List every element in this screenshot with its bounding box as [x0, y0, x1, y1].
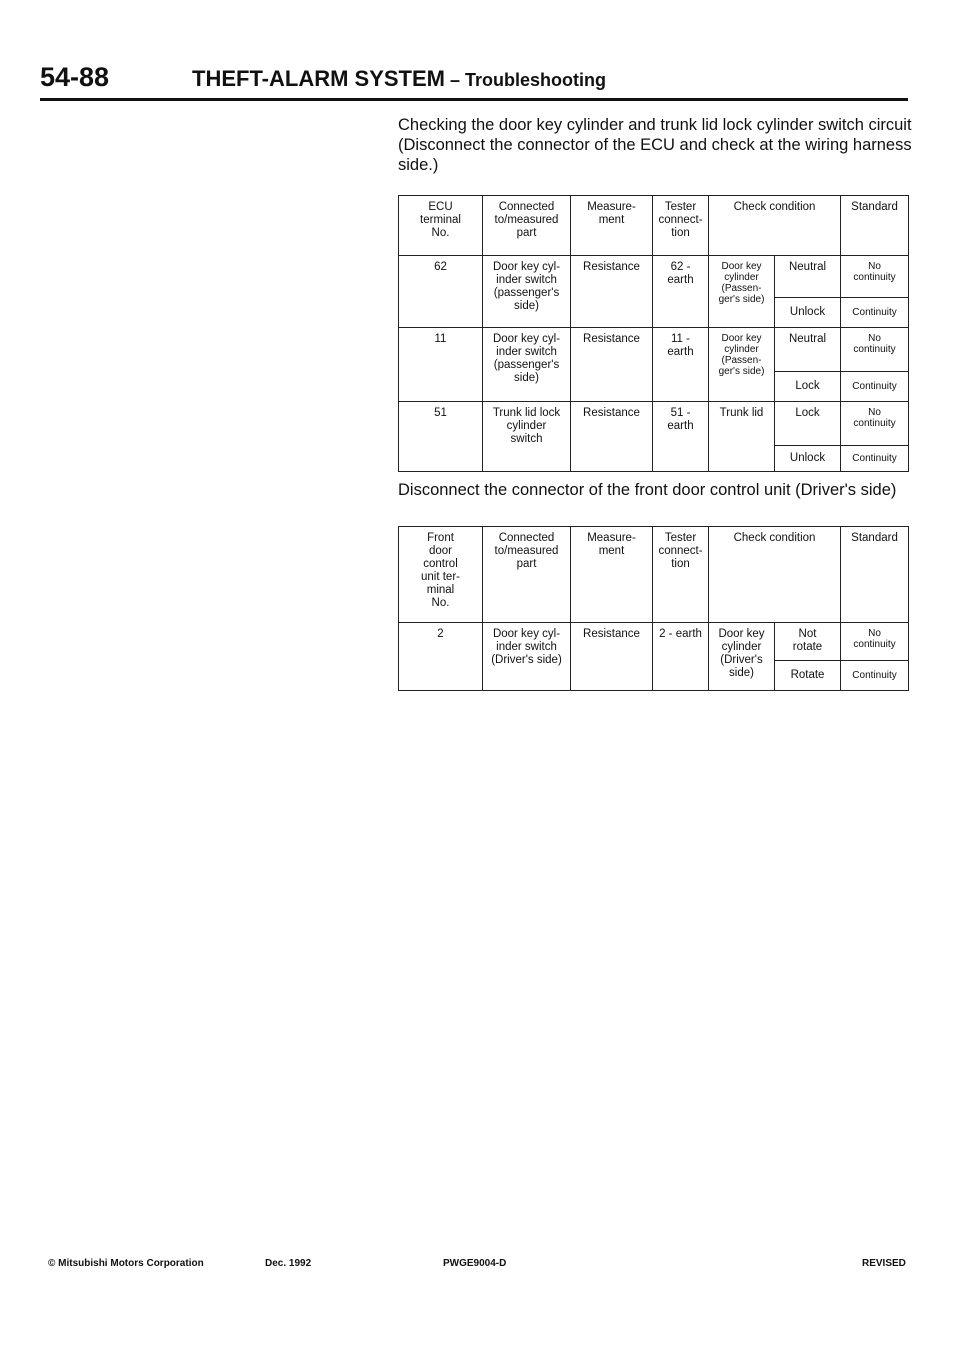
- tester-cell: 62 - earth: [653, 256, 709, 328]
- tester-cell: 11 - earth: [653, 328, 709, 402]
- standard-cell: Continuity: [841, 661, 909, 691]
- part-cell: Door key cyl- inder switch (Driver's side): [483, 623, 571, 691]
- footer-revised-status: REVISED: [862, 1258, 906, 1269]
- header-standard: Standard: [841, 196, 909, 256]
- section1-heading-line1: Checking the door key cylinder and trunk lid lock cylinder switch circuit: [398, 116, 912, 134]
- section1-heading-line2: (Disconnect the connector of the ECU and check at the wiring harness side.): [398, 136, 912, 174]
- table-row: [399, 256, 909, 298]
- section1-heading: [398, 115, 918, 175]
- table-header-row: [399, 527, 909, 623]
- state-cell: Lock: [775, 402, 841, 446]
- part-cell: Door key cyl- inder switch (passenger's side): [483, 328, 571, 402]
- standard-cell: Continuity: [841, 372, 909, 402]
- measurement-cell: Resistance: [571, 256, 653, 328]
- terminal-cell: 51: [399, 402, 483, 472]
- table-row: [399, 402, 909, 446]
- header-standard: Standard: [841, 527, 909, 623]
- footer-publication-code: PWGE9004-D: [443, 1258, 507, 1269]
- standard-cell: No continuity: [841, 256, 909, 298]
- tester-cell: 51 - earth: [653, 402, 709, 472]
- section-title: THEFT-ALARM SYSTEM: [192, 66, 445, 91]
- table-row: [399, 328, 909, 372]
- section2-heading: [398, 480, 918, 500]
- header-measurement: Measure- ment: [571, 196, 653, 256]
- state-cell: Neutral: [775, 328, 841, 372]
- ecu-check-table: [398, 195, 909, 472]
- header-check-condition: Check condition: [709, 196, 841, 256]
- standard-cell: No continuity: [841, 623, 909, 661]
- terminal-cell: 2: [399, 623, 483, 691]
- header-tester-connection: Tester connect- tion: [653, 527, 709, 623]
- measurement-cell: Resistance: [571, 328, 653, 402]
- state-cell: Neutral: [775, 256, 841, 298]
- footer-copyright: © Mitsubishi Motors Corporation: [48, 1258, 204, 1269]
- tester-cell: 2 - earth: [653, 623, 709, 691]
- header-rule: [40, 98, 908, 101]
- state-cell: Unlock: [775, 298, 841, 328]
- state-cell: Lock: [775, 372, 841, 402]
- condition-cell: Door key cylinder (Driver's side): [709, 623, 775, 691]
- header-check-condition: Check condition: [709, 527, 841, 623]
- header-connected-part: Connected to/measured part: [483, 196, 571, 256]
- header-terminal: ECU terminal No.: [399, 196, 483, 256]
- measurement-cell: Resistance: [571, 402, 653, 472]
- standard-cell: No continuity: [841, 402, 909, 446]
- table-row: [399, 623, 909, 661]
- measurement-cell: Resistance: [571, 623, 653, 691]
- footer-date: Dec. 1992: [265, 1258, 312, 1269]
- standard-cell: Continuity: [841, 446, 909, 472]
- header-measurement: Measure- ment: [571, 527, 653, 623]
- standard-cell: No continuity: [841, 328, 909, 372]
- header-connected-part: Connected to/measured part: [483, 527, 571, 623]
- state-cell: Unlock: [775, 446, 841, 472]
- table-header-row: [399, 196, 909, 256]
- section-subtitle: – Troubleshooting: [445, 70, 606, 90]
- part-cell: Trunk lid lock cylinder switch: [483, 402, 571, 472]
- section2-heading-text: Disconnect the connector of the front door control unit (Driver's side): [398, 481, 897, 499]
- header-terminal: Front door control unit ter- minal No.: [399, 527, 483, 623]
- page-title: [192, 66, 606, 92]
- condition-cell: Door key cylinder (Passen- ger's side): [709, 328, 775, 402]
- door-control-unit-check-table: [398, 526, 909, 691]
- part-cell: Door key cyl- inder switch (passenger's side): [483, 256, 571, 328]
- header-tester-connection: Tester connect- tion: [653, 196, 709, 256]
- terminal-cell: 11: [399, 328, 483, 402]
- condition-cell: Door key cylinder (Passen- ger's side): [709, 256, 775, 328]
- standard-cell: Continuity: [841, 298, 909, 328]
- state-cell: Rotate: [775, 661, 841, 691]
- state-cell: Not rotate: [775, 623, 841, 661]
- terminal-cell: 62: [399, 256, 483, 328]
- page-number: 54-88: [40, 62, 110, 92]
- condition-cell: Trunk lid: [709, 402, 775, 472]
